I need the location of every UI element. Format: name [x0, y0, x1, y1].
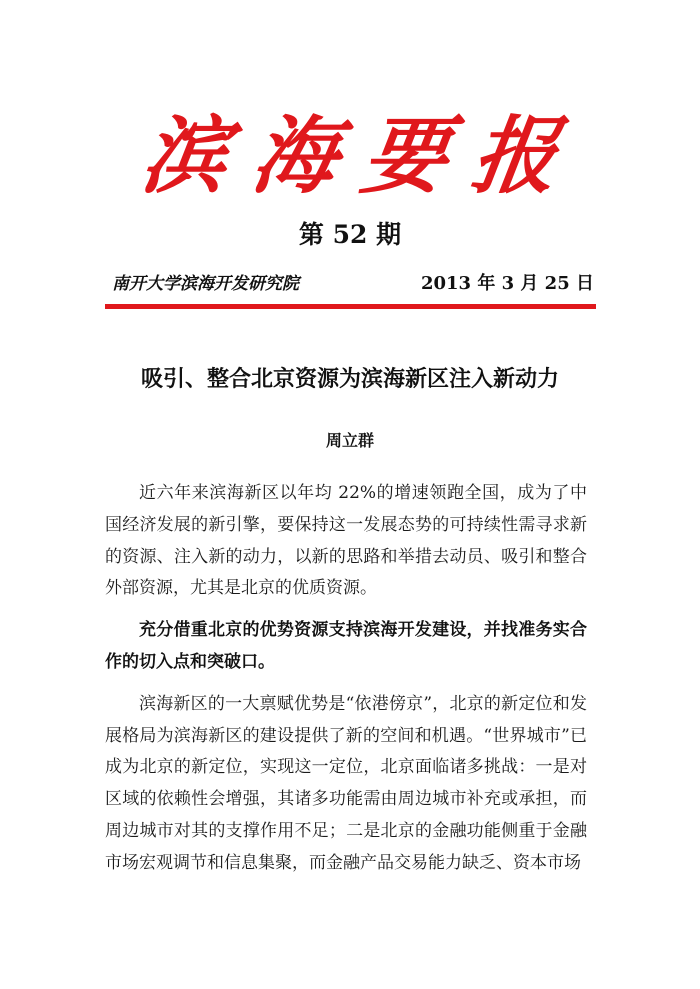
body-paragraph: 滨海新区的一大禀赋优势是“依港傍京”，北京的新定位和发展格局为滨海新区的建设提供了新的空间和机遇。“世界城市”已成为北京的新定位，实现这一定位，北京面临诸多挑战：一是对区域的依赖性会增强，其诸多功能需由周边城市补充或承担，而周边城市对其的支撑作用不足；二是北京的金融功能侧重于金融市场宏观调节和信息集聚，而金融产品交易能力缺乏、资本市场 [105, 693, 587, 873]
publication-date: 2013 年 3 月 25 日 [420, 273, 594, 294]
article-author: 周立群 [325, 431, 374, 450]
institute-name: 南开大学滨海开发研究院 [112, 274, 299, 294]
article-title: 吸引、整合北京资源为滨海新区注入新动力 [140, 367, 559, 392]
body-paragraph: 近六年来滨海新区以年均 22%的增速领跑全国，成为了中国经济发展的新引擎，要保持这一发展态势的可持续性需寻求新的资源、注入新的动力，以新的思路和举措去动员、吸引和整合外部资源，尤其是北京的优质资源。 [105, 483, 587, 599]
issue-number: 第 52 期 [298, 220, 402, 249]
red-divider-rule [105, 304, 596, 309]
section-heading: 充分借重北京的优势资源支持滨海开发建设，并找准务实合作的切入点和突破口。 [105, 620, 587, 672]
header-meta-row [108, 270, 594, 300]
article-body [105, 478, 587, 880]
masthead-title: 滨海要报 [136, 106, 591, 205]
